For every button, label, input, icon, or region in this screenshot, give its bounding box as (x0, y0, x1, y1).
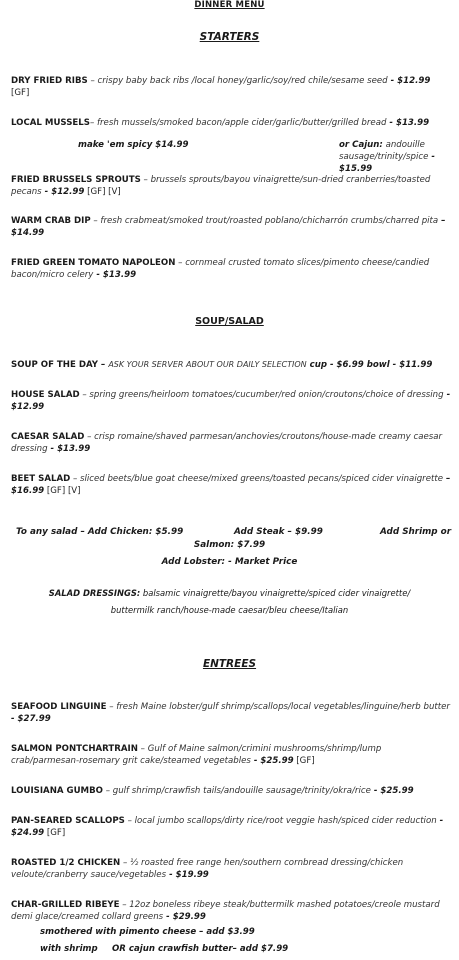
item-sep: – (137, 744, 148, 754)
ribeye-option-crawfish: OR cajun crawfish butter– add $7.99 (112, 944, 289, 954)
item-price: - $12.99 (387, 76, 431, 86)
option-desc: andouille sausage/trinity/spice (339, 140, 429, 162)
item-price: – $16.99 (11, 474, 451, 496)
menu-item (11, 215, 451, 239)
mussels-option-cajun (339, 139, 451, 175)
item-name: FRIED GREEN TOMATO NAPOLEON (11, 258, 176, 268)
item-sep: – (87, 76, 98, 86)
menu-item (11, 389, 451, 413)
item-desc: sliced beets/blue goat cheese/mixed greens/toasted pecans/spiced cider vinaigrette (80, 474, 444, 484)
item-name: PAN-SEARED SCALLOPS (11, 816, 125, 826)
item-name: CAESAR SALAD (11, 432, 85, 442)
item-sep: – (140, 175, 151, 185)
mussels-option-spicy (78, 139, 228, 151)
menu-item (11, 75, 451, 99)
ribeye-option-shrimp: with shrimp (40, 944, 98, 954)
item-sep: – (89, 118, 97, 128)
dressings-line-1: balsamic vinaigrette/bayou vinaigrette/spiced cider vinaigrette/ (140, 588, 411, 598)
addon-salmon: Salmon: $7.99 (193, 540, 266, 550)
item-sep: – (84, 432, 95, 442)
item-desc: cornmeal crusted tomato slices/pimento cheese/candied bacon/micro celery (11, 258, 430, 280)
dressings-label: SALAD DRESSINGS: (48, 588, 141, 598)
item-sep: – (102, 786, 113, 796)
item-name: LOCAL MUSSELS (11, 118, 90, 128)
item-desc: ½ roasted free range hen/southern cornbread dressing/chicken veloute/cranberry sauce/vegetables (11, 858, 404, 880)
item-desc: brussels sprouts/bayou vinaigrette/sun-dried cranberries/toasted pecans (11, 175, 431, 197)
item-sep: – (79, 390, 90, 400)
item-sep: – (98, 360, 109, 370)
item-sep: – (175, 258, 186, 268)
option-price: - $15.99 (339, 152, 435, 174)
item-price: cup - $6.99 bowl - $11.99 (306, 360, 433, 370)
menu-item (11, 431, 451, 455)
menu-item (11, 785, 451, 797)
item-sep: – (124, 816, 135, 826)
item-tags: [GF] (44, 828, 66, 838)
item-price: - $27.99 (11, 714, 51, 724)
item-price: - $24.99 (11, 816, 444, 838)
item-price: – $14.99 (11, 216, 446, 238)
item-price: - $13.99 (93, 270, 137, 280)
item-name: BEET SALAD (11, 474, 71, 484)
addon-steak: Add Steak – $9.99 (234, 527, 323, 537)
item-tags: [GF] [V] (44, 486, 81, 496)
item-price: - $25.99 (250, 756, 294, 766)
item-sep: – (90, 216, 101, 226)
item-price: - $12.99 (11, 390, 451, 412)
item-name: DRY FRIED RIBS (11, 76, 88, 86)
item-sep: – (106, 702, 117, 712)
item-name: FRIED BRUSSELS SPROUTS (11, 175, 141, 185)
ribeye-option-pimento: smothered with pimento cheese – add $3.99 (40, 927, 255, 937)
addon-chicken: To any salad – Add Chicken: $5.99 (16, 527, 184, 537)
item-desc: ASK YOUR SERVER ABOUT OUR DAILY SELECTION (108, 360, 307, 369)
section-heading-starters: STARTERS (199, 31, 260, 43)
menu-item (11, 857, 451, 881)
item-tags: [GF] [V] (84, 187, 121, 197)
item-name: HOUSE SALAD (11, 390, 80, 400)
item-name: WARM CRAB DIP (11, 216, 91, 226)
item-desc: Gulf of Maine salmon/crimini mushrooms/shrimp/lump crab/parmesan-rosemary grit cake/steamed vegetables (11, 744, 382, 766)
menu-item (11, 359, 451, 371)
menu-item (11, 174, 451, 198)
item-price: - $13.99 (47, 444, 91, 454)
item-desc: fresh Maine lobster/gulf shrimp/scallops/local vegetables/linguine/herb butter (116, 702, 450, 712)
salad-dressings (0, 585, 459, 602)
section-heading-entrees: ENTREES (202, 658, 257, 670)
menu-item (11, 899, 451, 923)
item-name: LOUISIANA GUMBO (11, 786, 103, 796)
item-name: SOUP OF THE DAY (11, 360, 99, 370)
salad-dressings-line-2: buttermilk ranch/house-made caesar/bleu cheese/Italian (110, 605, 349, 615)
addon-lobster: Add Lobster: - Market Price (161, 557, 298, 567)
item-desc: crisp romaine/shaved parmesan/anchovies/croutons/house-made creamy caesar dressing (11, 432, 443, 454)
item-sep: – (119, 900, 130, 910)
item-price: - $12.99 (41, 187, 85, 197)
menu-title: DINNER MENU (194, 0, 265, 10)
menu-item (11, 743, 451, 767)
item-price: - $13.99 (386, 118, 430, 128)
item-name: ROASTED 1/2 CHICKEN (11, 858, 121, 868)
item-tags: [GF] (293, 756, 315, 766)
item-desc: spring greens/heirloom tomatoes/cucumber/red onion/croutons/choice of dressing (89, 390, 444, 400)
item-desc: crispy baby back ribs /local honey/garlic/soy/red chile/sesame seed (97, 76, 388, 86)
item-desc: local jumbo scallops/dirty rice/root veggie hash/spiced cider reduction (134, 816, 437, 826)
item-tags: [GF] (11, 88, 30, 98)
menu-item (11, 257, 451, 281)
menu-item (11, 701, 451, 725)
item-price: - $19.99 (166, 870, 209, 880)
menu-item (11, 473, 451, 497)
item-sep: – (70, 474, 81, 484)
item-price: - $25.99 (370, 786, 414, 796)
section-heading-soup-salad: SOUP/SALAD (195, 316, 264, 327)
item-name: SEAFOOD LINGUINE (11, 702, 107, 712)
item-name: SALMON PONTCHARTRAIN (11, 744, 138, 754)
item-name: CHAR-GRILLED RIBEYE (11, 900, 120, 910)
addon-shrimp: Add Shrimp or (380, 527, 452, 537)
menu-item (11, 815, 451, 839)
item-desc: fresh crabmeat/smoked trout/roasted poblano/chicharrón crumbs/charred pita (100, 216, 439, 226)
menu-item (11, 117, 451, 129)
item-sep: – (120, 858, 130, 868)
item-price: - $29.99 (163, 912, 206, 922)
item-desc: 12oz boneless ribeye steak/buttermilk mashed potatoes/creole mustard demi glace/creamed collard greens (11, 900, 440, 922)
option-label: or Cajun: (339, 140, 383, 150)
item-desc: fresh mussels/smoked bacon/apple cider/garlic/butter/grilled bread (97, 118, 387, 128)
item-desc: gulf shrimp/crawfish tails/andouille sausage/trinity/okra/rice (112, 786, 371, 796)
option-text: make 'em spicy $14.99 (78, 140, 189, 150)
